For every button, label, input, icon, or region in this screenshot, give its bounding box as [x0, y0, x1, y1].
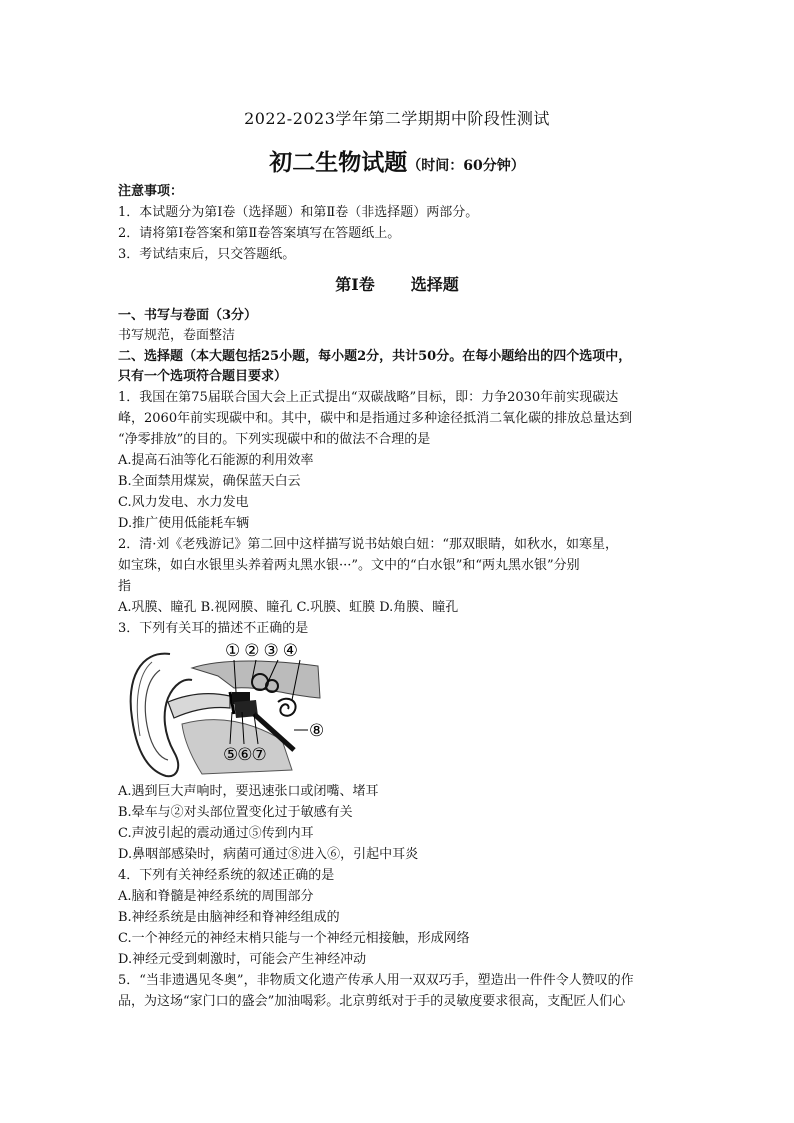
figure-label-top: ①②③④	[225, 641, 302, 661]
q1-option-c: C.风力发电、水力发电	[118, 495, 249, 510]
part2-heading: 二、选择题（本大题包括25小题，每小题2分，共计50分。在每小题给出的四个选项中，	[118, 349, 632, 364]
q4-option-d: D.神经元受到刺激时，可能会产生神经冲动	[118, 952, 367, 967]
q4-option-b: B.神经系统是由脑神经和脊神经组成的	[118, 910, 340, 925]
ear-structure-figure	[122, 640, 334, 780]
q3-option-c: C.声波引起的震动通过⑤传到内耳	[118, 826, 314, 841]
q3-option-d: D.鼻咽部感染时，病菌可通过⑧进入⑥，引起中耳炎	[118, 847, 419, 862]
notes-item: 3．考试结束后，只交答题纸。	[118, 247, 296, 262]
ear-canal	[168, 694, 230, 718]
notes-heading: 注意事项：	[118, 184, 184, 199]
figure-label-bottom: ⑤⑥⑦	[223, 745, 266, 765]
q4-stem: 4．下列有关神经系统的叙述正确的是	[118, 868, 335, 883]
q5-stem: 品，为这场“家门口的盛会”加油喝彩。北京剪纸对于手的灵敏度要求很高，支配匠人们心	[118, 994, 626, 1009]
q2-stem: 2．清·刘《老残游记》第二回中这样描写说书姑娘白妞：“那双眼睛，如秋水，如寒星，	[118, 537, 619, 552]
q5-stem: 5．“当非遗遇见冬奥”，非物质文化遗产传承人用一双双巧手，塑造出一件件令人赞叹的作	[118, 973, 634, 988]
pinna-helix	[137, 662, 152, 736]
section-label: 第Ⅰ卷	[335, 275, 375, 294]
q2-options: A.巩膜、瞳孔 B.视网膜、瞳孔 C.巩膜、虹膜 D.角膜、瞳孔	[118, 600, 459, 615]
notes-item: 1．本试题分为第Ⅰ卷（选择题）和第Ⅱ卷（非选择题）两部分。	[118, 205, 479, 220]
part1-heading: 一、书写与卷面（3分）	[118, 308, 258, 323]
q1-option-b: B.全面禁用煤炭，确保蓝天白云	[118, 474, 301, 489]
part2-heading-cont: 只有一个选项符合题目要求）	[118, 369, 288, 384]
q3-option-b: B.晕车与②对头部位置变化过于敏感有关	[118, 805, 353, 820]
q1-option-a: A.提高石油等化石能源的利用效率	[118, 453, 314, 468]
skull-tissue	[192, 661, 320, 698]
q1-option-d: D.推广使用低能耗车辆	[118, 516, 250, 531]
part1-text: 书写规范，卷面整洁	[118, 328, 236, 343]
cochlea	[278, 699, 296, 716]
figure-label-side: ⑧	[309, 721, 325, 741]
section-name: 选择题	[410, 275, 459, 294]
section-heading	[0, 272, 794, 295]
q3-stem: 3．下列有关耳的描述不正确的是	[118, 621, 309, 636]
q4-option-c: C.一个神经元的神经末梢只能与一个神经元相接触，形成网络	[118, 931, 470, 946]
notes-item: 2．请将第Ⅰ卷答案和第Ⅱ卷答案填写在答题纸上。	[118, 226, 401, 241]
q1-stem: 峰，2060年前实现碳中和。其中，碳中和是指通过多种途径抵消二氧化碳的排放总量达到	[118, 411, 633, 426]
exam-title: 2022-2023学年第二学期期中阶段性测试	[244, 109, 550, 128]
subject-name: 初二生物试题	[269, 149, 408, 176]
q3-option-a: A.遇到巨大声响时，要迅速张口或闭嘴、堵耳	[118, 784, 379, 799]
q1-stem: 1．我国在第75届联合国大会上正式提出“双碳战略”目标，即：力争2030年前实现碳达	[118, 390, 619, 405]
q2-stem: 指	[118, 579, 132, 594]
time-note: （时间：60分钟）	[407, 158, 525, 174]
q2-stem: 如宝珠，如白水银里头养着两丸黑水银···”。文中的“白水银”和“两丸黑水银”分别	[118, 558, 580, 573]
q4-option-a: A.脑和脊髓是神经系统的周围部分	[118, 889, 314, 904]
subject-title	[0, 144, 794, 177]
q1-stem: “净零排放”的目的。下列实现碳中和的做法不合理的是	[118, 432, 431, 447]
